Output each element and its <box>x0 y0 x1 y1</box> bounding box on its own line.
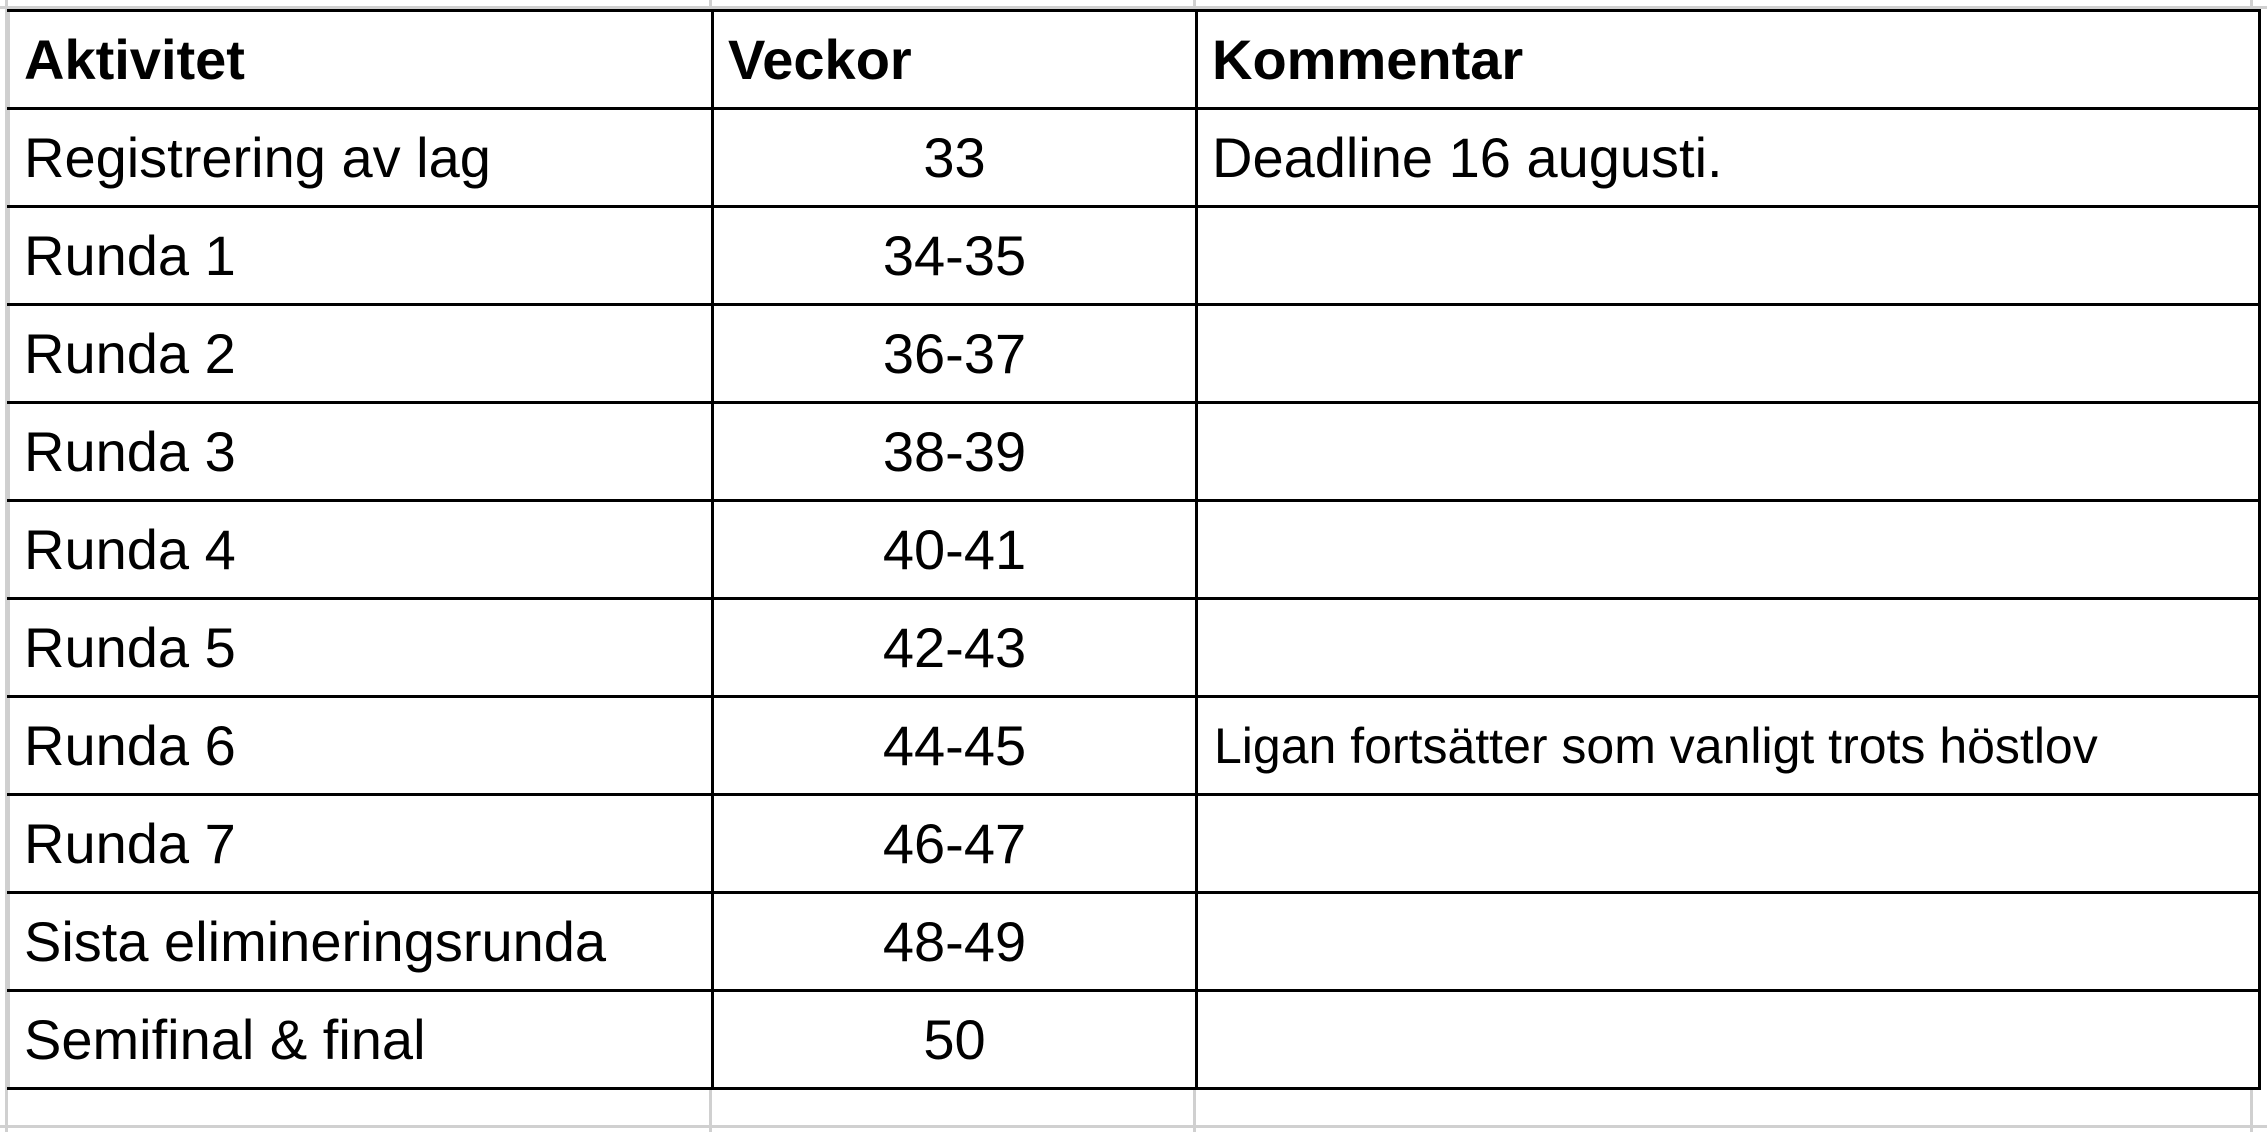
table-row <box>9 697 2260 795</box>
table-row <box>9 599 2260 697</box>
cell-comment[interactable] <box>1197 599 2260 697</box>
cell-activity[interactable]: Registrering av lag <box>9 109 713 207</box>
gridline <box>0 1125 2267 1128</box>
cell-comment[interactable] <box>1197 305 2260 403</box>
table-row <box>9 403 2260 501</box>
table-row <box>9 501 2260 599</box>
cell-weeks[interactable]: 50 <box>713 991 1197 1089</box>
cell-weeks[interactable]: 48-49 <box>713 893 1197 991</box>
cell-activity[interactable]: Runda 7 <box>9 795 713 893</box>
cell-weeks[interactable]: 34-35 <box>713 207 1197 305</box>
table-row <box>9 207 2260 305</box>
table-row <box>9 305 2260 403</box>
table-row <box>9 109 2260 207</box>
cell-activity[interactable]: Runda 6 <box>9 697 713 795</box>
cell-weeks[interactable]: 42-43 <box>713 599 1197 697</box>
cell-comment[interactable] <box>1197 501 2260 599</box>
cell-activity[interactable]: Runda 1 <box>9 207 713 305</box>
cell-weeks[interactable]: 36-37 <box>713 305 1197 403</box>
cell-activity[interactable]: Sista elimineringsrunda <box>9 893 713 991</box>
cell-comment[interactable] <box>1197 207 2260 305</box>
header-row <box>9 11 2260 109</box>
cell-activity[interactable]: Semifinal & final <box>9 991 713 1089</box>
cell-weeks[interactable]: 44-45 <box>713 697 1197 795</box>
cell-activity[interactable]: Runda 5 <box>9 599 713 697</box>
cell-activity[interactable]: Runda 3 <box>9 403 713 501</box>
cell-comment[interactable] <box>1197 403 2260 501</box>
header-weeks[interactable]: Veckor <box>713 11 1197 109</box>
cell-weeks[interactable]: 40-41 <box>713 501 1197 599</box>
cell-activity[interactable]: Runda 2 <box>9 305 713 403</box>
table-row <box>9 795 2260 893</box>
schedule-table <box>7 9 2261 1090</box>
header-activity[interactable]: Aktivitet <box>9 11 713 109</box>
cell-comment[interactable]: Deadline 16 augusti. <box>1197 109 2260 207</box>
cell-activity[interactable]: Runda 4 <box>9 501 713 599</box>
cell-weeks[interactable]: 46-47 <box>713 795 1197 893</box>
table-row <box>9 991 2260 1089</box>
cell-comment[interactable] <box>1197 991 2260 1089</box>
header-comment[interactable]: Kommentar <box>1197 11 2260 109</box>
cell-weeks[interactable]: 33 <box>713 109 1197 207</box>
cell-comment[interactable] <box>1197 893 2260 991</box>
table-row <box>9 893 2260 991</box>
cell-comment[interactable]: Ligan fortsätter som vanligt trots höstlov <box>1197 697 2260 795</box>
cell-comment[interactable] <box>1197 795 2260 893</box>
cell-weeks[interactable]: 38-39 <box>713 403 1197 501</box>
